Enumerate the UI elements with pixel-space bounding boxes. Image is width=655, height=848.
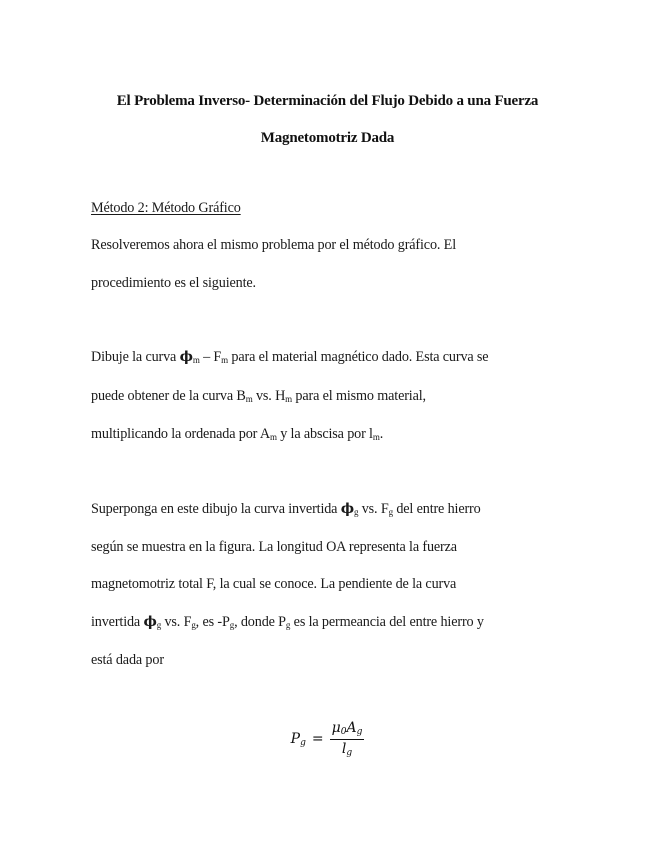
subscript: m xyxy=(372,432,380,442)
paragraph-3-line-4 xyxy=(91,614,484,631)
subscript: g xyxy=(353,507,359,517)
subscript: g xyxy=(388,507,393,517)
subscript: g xyxy=(156,620,162,630)
permeance-formula xyxy=(0,720,655,758)
text-run: multiplicando la ordenada por A xyxy=(91,426,270,442)
paragraph-2-line-1 xyxy=(91,349,488,366)
paragraph-1-line-2: procedimiento es el siguiente. xyxy=(91,275,256,291)
formula-symbol: μ xyxy=(331,720,341,736)
text-run: para el mismo material, xyxy=(292,388,426,404)
document-title-line-2: Magnetomotriz Dada xyxy=(260,130,395,146)
formula-subscript: g xyxy=(346,748,353,758)
paragraph-1-line-1: Resolveremos ahora el mismo problema por el método gráfico. El xyxy=(91,237,456,253)
formula-subscript: g xyxy=(300,737,306,748)
phi-symbol: ϕ xyxy=(143,614,157,630)
phi-symbol: ϕ xyxy=(340,501,354,517)
formula-subscript: g xyxy=(356,727,363,737)
subscript: g xyxy=(191,620,196,630)
text-run: para el material magnético dado. Esta curva se xyxy=(228,349,489,365)
text-run: Dibuje la curva xyxy=(91,349,180,365)
formula-denominator xyxy=(342,740,352,758)
document-title-line-1: El Problema Inverso- Determinación del Flujo Debido a una Fuerza xyxy=(116,93,539,109)
text-run: del entre hierro xyxy=(392,501,481,517)
formula-symbol: l xyxy=(341,741,347,757)
text-run: Superponga en este dibujo la curva invertida xyxy=(91,501,341,517)
text-run: vs. F xyxy=(358,501,389,517)
paragraph-3-line-3: magnetomotriz total F, la cual se conoce. La pendiente de la curva xyxy=(91,576,457,592)
formula-subscript: 0 xyxy=(340,727,347,737)
text-run: puede obtener de la curva B xyxy=(91,388,246,404)
formula-fraction xyxy=(330,720,365,758)
text-run: es la permeancia del entre hierro y xyxy=(290,614,484,630)
text-run: , es -P xyxy=(195,614,230,630)
text-run: . xyxy=(379,426,384,442)
phi-symbol: ϕ xyxy=(179,349,193,365)
formula-symbol: A xyxy=(346,720,357,736)
text-run: invertida xyxy=(91,614,144,630)
subscript: g xyxy=(285,620,291,630)
paragraph-3-line-1 xyxy=(91,501,481,518)
subscript: g xyxy=(229,620,235,630)
subscript: m xyxy=(245,394,253,404)
paragraph-3-line-5: está dada por xyxy=(91,652,164,668)
subscript: m xyxy=(285,394,293,404)
paragraph-3-line-2: según se muestra en la figura. La longitud OA representa la fuerza xyxy=(91,539,457,555)
text-run: – F xyxy=(199,349,222,365)
paragraph-2-line-3 xyxy=(91,426,383,443)
subscript: m xyxy=(269,432,277,442)
text-run: y la abscisa por l xyxy=(276,426,373,442)
section-heading: Método 2: Método Gráfico xyxy=(91,200,241,216)
formula-equals: = xyxy=(311,731,324,747)
subscript: m xyxy=(221,355,229,365)
text-run: , donde P xyxy=(234,614,286,630)
subscript: m xyxy=(192,355,200,365)
formula-numerator xyxy=(330,720,365,740)
formula-symbol: P xyxy=(290,730,301,747)
text-run: vs. F xyxy=(161,614,192,630)
text-run: vs. H xyxy=(252,388,286,404)
paragraph-2-line-2 xyxy=(91,388,426,405)
formula-lhs xyxy=(291,731,306,748)
